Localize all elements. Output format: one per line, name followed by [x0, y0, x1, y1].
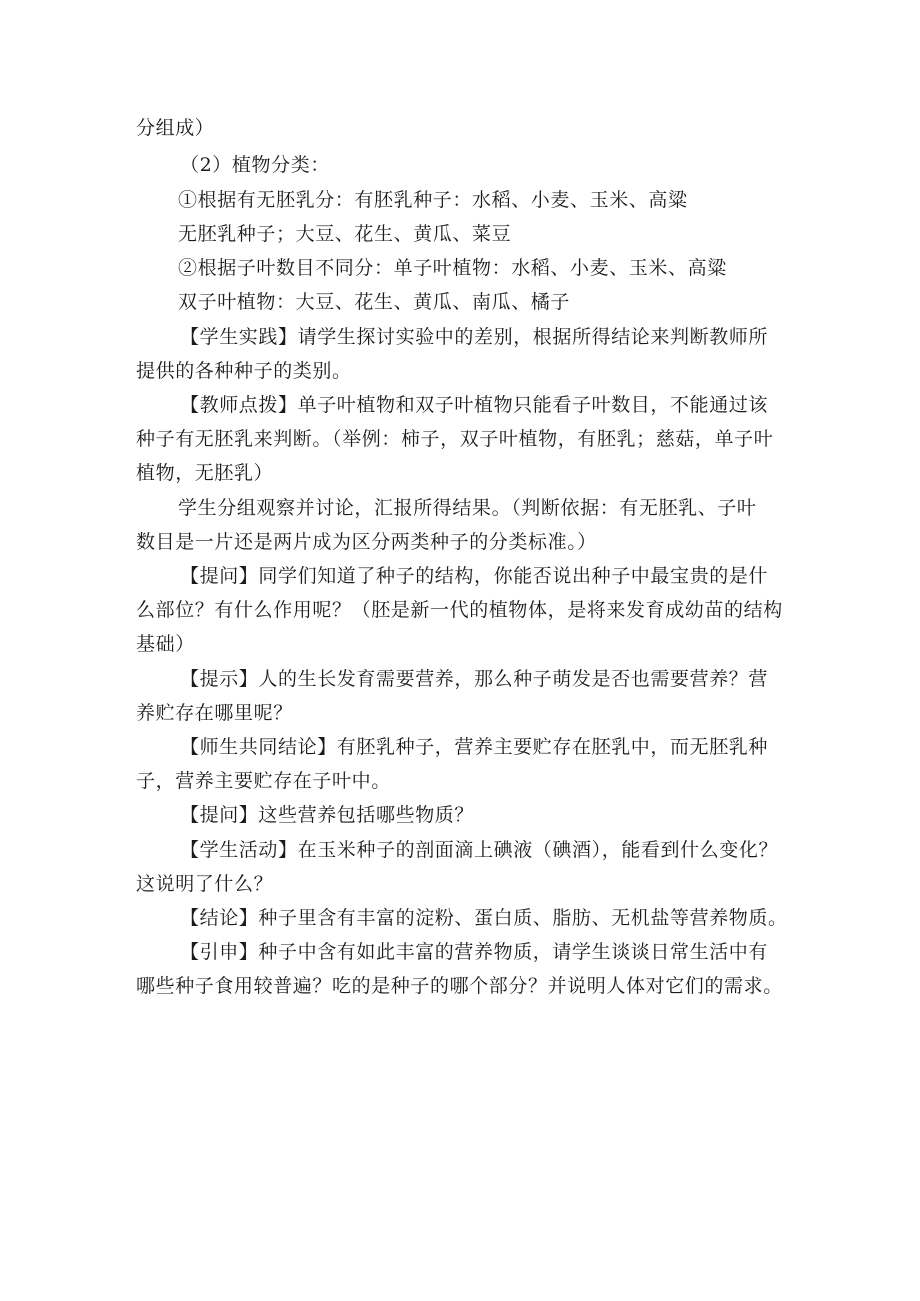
text-line: 分组成） — [136, 117, 215, 139]
text-line: 学生分组观察并讨论，汇报所得结果。（判断依据：有无胚乳、子叶 — [178, 497, 757, 519]
text-line: 基础） — [136, 633, 195, 655]
text-line: 【提示】人的生长发育需要营养，那么种子萌发是否也需要营养？营 — [180, 668, 769, 690]
text-line: （2）植物分类： — [180, 154, 330, 176]
text-line: 这说明了什么？ — [136, 873, 274, 895]
text-line: 【师生共同结论】有胚乳种子，营养主要贮存在胚乳中，而无胚乳种 — [180, 736, 769, 758]
text-line: 数目是一片还是两片成为区分两类种子的分类标准。） — [136, 531, 597, 553]
text-line: 【学生实践】请学生探讨实验中的差别，根据所得结论来判断教师所 — [180, 326, 769, 348]
text-line: 【教师点拨】单子叶植物和双子叶植物只能看子叶数目，不能通过该 — [180, 394, 769, 416]
text-line: 双子叶植物：大豆、花生、黄瓜、南瓜、橘子 — [178, 291, 571, 313]
text-line: 子，营养主要贮存在子叶中。 — [136, 770, 391, 792]
text-line: 养贮存在哪里呢？ — [136, 702, 293, 724]
text-line: 【学生活动】在玉米种子的剖面滴上碘液（碘酒），能看到什么变化？ — [180, 839, 779, 861]
text-line: 种子有无胚乳来判断。（举例：柿子，双子叶植物，有胚乳；慈菇，单子叶 — [136, 428, 774, 450]
text-line: 提供的各种种子的类别。 — [136, 360, 352, 382]
text-line: 无胚乳种子；大豆、花生、黄瓜、菜豆 — [178, 223, 512, 245]
text-line: 【结论】种子里含有丰富的淀粉、蛋白质、脂肪、无机盐等营养物质。 — [180, 907, 788, 929]
text-line: 【提问】这些营养包括哪些物质？ — [180, 804, 475, 826]
text-line: 植物，无胚乳） — [136, 462, 274, 484]
text-line: 【引申】种子中含有如此丰富的营养物质，请学生谈谈日常生活中有 — [180, 941, 769, 963]
text-line: 【提问】同学们知道了种子的结构，你能否说出种子中最宝贵的是什 — [180, 565, 769, 587]
text-line: ①根据有无胚乳分：有胚乳种子：水稻、小麦、玉米、高粱 — [178, 189, 688, 211]
text-line: 么部位？有什么作用呢？（胚是新一代的植物体，是将来发育成幼苗的结构 — [136, 599, 783, 621]
text-line: ②根据子叶数目不同分：单子叶植物：水稻、小麦、玉米、高粱 — [178, 257, 727, 279]
text-line: 哪些种子食用较普遍？吃的是种子的哪个部分？并说明人体对它们的需求。 — [136, 975, 783, 997]
